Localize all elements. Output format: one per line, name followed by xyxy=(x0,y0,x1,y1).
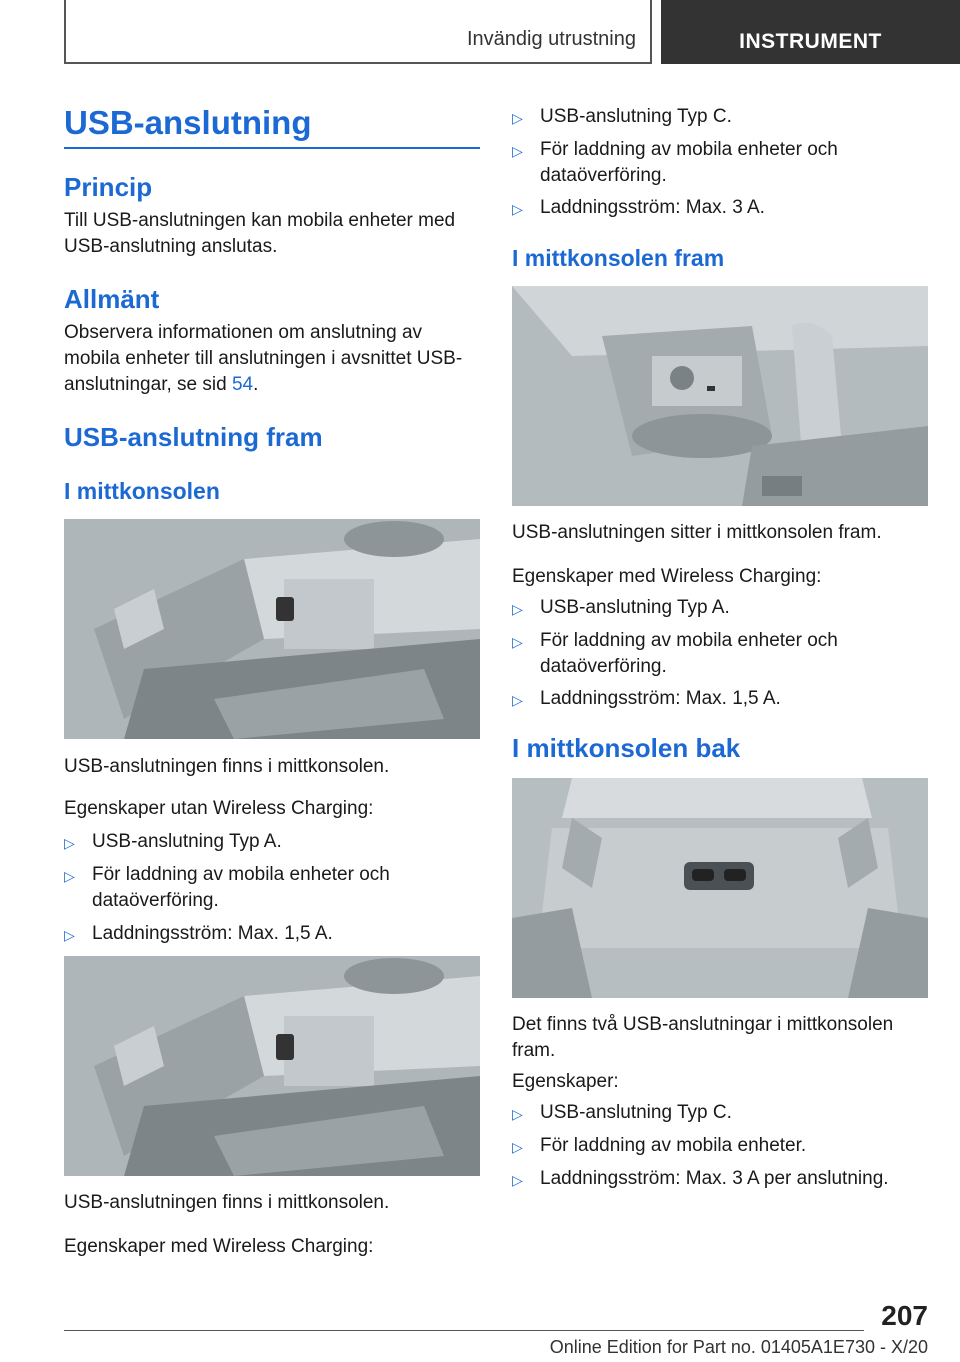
props-label-2: Egenskaper med Wireless Charging: xyxy=(64,1236,374,1257)
general-text-body: Observera informationen om anslutning av mobila enheter till anslutningen i avsnittet USB-anslutningar, se sid xyxy=(64,322,463,395)
list-item: ▷ USB-anslutning Typ C. xyxy=(512,1100,928,1126)
triangle-bullet-icon: ▷ xyxy=(512,201,523,217)
rear-heading: I mittkonsolen bak xyxy=(512,733,741,763)
general-text xyxy=(64,320,474,398)
principle-text: Till USB-anslutningen kan mobila enheter med USB-anslutning anslutas. xyxy=(64,210,456,257)
list-item: ▷ Laddningsström: Max. 1,5 A. xyxy=(64,921,480,947)
footer-rule xyxy=(64,1330,864,1331)
triangle-bullet-icon: ▷ xyxy=(512,1172,523,1188)
header-section-title: Invändig utrustning xyxy=(466,28,636,50)
caption-3: USB-anslutningen sitter i mittkonsolen fram. xyxy=(512,522,882,543)
triangle-bullet-icon: ▷ xyxy=(512,1139,523,1155)
principle-heading: Princip xyxy=(64,172,153,202)
footer-edition: Online Edition for Part no. 01405A1E730 - X/20 xyxy=(549,1337,928,1357)
front-heading: USB-anslutning fram xyxy=(64,422,323,452)
page-link[interactable]: 54 xyxy=(231,374,254,395)
console-photo-2 xyxy=(64,956,480,1176)
title-rule xyxy=(64,147,480,149)
header-chapter-tab[interactable]: INSTRUMENT xyxy=(661,0,960,64)
triangle-bullet-icon: ▷ xyxy=(64,927,75,943)
triangle-bullet-icon: ▷ xyxy=(64,868,75,884)
console-photo-3 xyxy=(512,286,928,506)
header-divider xyxy=(650,0,652,64)
triangle-bullet-icon: ▷ xyxy=(512,110,523,126)
triangle-bullet-icon: ▷ xyxy=(512,601,523,617)
front-console-heading: I mittkonsolen fram xyxy=(512,245,725,271)
list-item: ▷ För laddning av mobila enheter och dataöverföring. xyxy=(512,139,838,186)
console-heading: I mittkonsolen xyxy=(64,478,220,504)
triangle-bullet-icon: ▷ xyxy=(512,143,523,159)
triangle-bullet-icon: ▷ xyxy=(512,692,523,708)
props-label-1: Egenskaper utan Wireless Charging: xyxy=(64,798,374,819)
caption-1: USB-anslutningen finns i mittkonsolen. xyxy=(64,756,390,777)
list-item: ▷ För laddning av mobila enheter. xyxy=(512,1133,928,1159)
console-photo-1 xyxy=(64,519,480,739)
props-label-3: Egenskaper med Wireless Charging: xyxy=(512,566,822,587)
triangle-bullet-icon: ▷ xyxy=(64,835,75,851)
page-number: 207 xyxy=(881,1300,928,1331)
general-text-end: . xyxy=(253,374,259,395)
page-title: USB-anslutning xyxy=(64,104,312,141)
list-item: ▷ För laddning av mobila enheter och dataöverföring. xyxy=(512,630,838,677)
list-item: ▷ Laddningsström: Max. 3 A per anslutning. xyxy=(512,1166,928,1192)
list-item: ▷ Laddningsström: Max. 1,5 A. xyxy=(512,686,928,712)
caption-2: USB-anslutningen finns i mittkonsolen. xyxy=(64,1192,390,1213)
console-photo-4 xyxy=(512,778,928,998)
triangle-bullet-icon: ▷ xyxy=(512,634,523,650)
caption-4: Det finns två USB-anslutningar i mittkonsolen fram. xyxy=(512,1014,894,1061)
list-item: ▷ Laddningsström: Max. 3 A. xyxy=(512,195,928,221)
general-heading: Allmänt xyxy=(64,284,160,314)
list-item: ▷ För laddning av mobila enheter och dataöverföring. xyxy=(64,864,390,911)
props-label-4: Egenskaper: xyxy=(512,1071,619,1092)
list-item: ▷ USB-anslutning Typ A. xyxy=(64,829,480,855)
triangle-bullet-icon: ▷ xyxy=(512,1106,523,1122)
list-item: ▷ USB-anslutning Typ C. xyxy=(512,104,928,130)
list-item: ▷ USB-anslutning Typ A. xyxy=(512,595,928,621)
header-bottom-rule xyxy=(64,62,650,64)
